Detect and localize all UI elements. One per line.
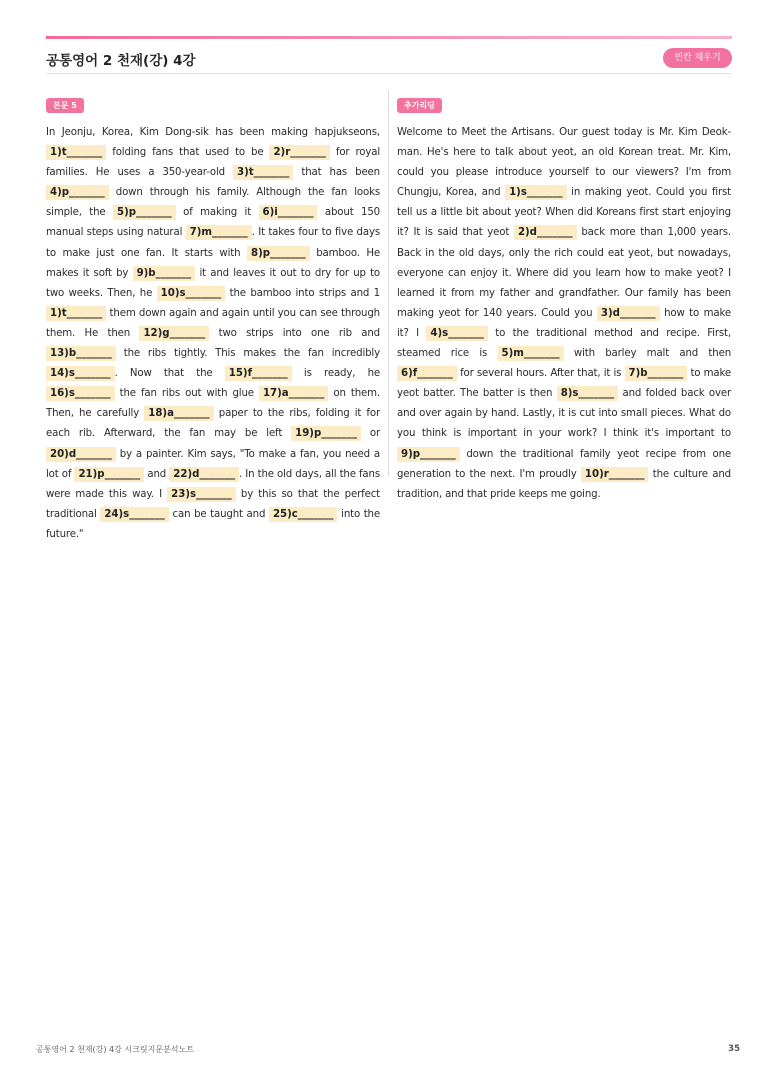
passage-text-segment: for several hours. After that, it is — [456, 368, 625, 380]
page-number: 35 — [728, 1044, 740, 1054]
passage-text-segment: paper to the ribs, folding it for each rib. Afterward, the fan may be left — [46, 408, 380, 440]
blank-answer-field[interactable]: 16)s_______ — [46, 386, 115, 401]
passage-text-segment: and folded back over and over again by hand. Lastly, it is cut into small pieces. What do you think is important in your work? I think it's important to — [397, 388, 732, 440]
header-accent-bar — [46, 36, 732, 39]
blank-answer-field[interactable]: 10)s_______ — [157, 286, 226, 301]
blank-answer-field[interactable]: 18)a_______ — [144, 406, 213, 421]
blank-answer-field[interactable]: 6)i_______ — [259, 205, 318, 220]
blank-answer-field[interactable]: 5)p_______ — [113, 205, 176, 220]
passage-text-segment: is ready, he — [291, 368, 380, 380]
passage-text-segment: by a painter. Kim says, "To make a fan, you need a lot of — [46, 448, 380, 480]
passage-column-main — [46, 93, 380, 545]
passage-text-segment: and — [144, 468, 170, 480]
passage-text-segment: down the traditional family yeot recipe from one generation to the next. I'm proudly — [397, 448, 731, 480]
blank-answer-field[interactable]: 8)p_______ — [247, 246, 310, 261]
footer-book-title: 공통영어 2 천재(강) 4강 시크릿지문분석노트 — [36, 1045, 194, 1054]
blank-answer-field[interactable]: 21)p_______ — [74, 467, 144, 482]
passage-text-segment: about 150 manual steps using natural — [46, 207, 380, 239]
blank-answer-field[interactable]: 12)g_______ — [139, 326, 209, 341]
blank-answer-field[interactable]: 9)p_______ — [397, 447, 460, 462]
passage-text-segment: or — [360, 428, 380, 440]
column-divider — [388, 90, 389, 476]
passage-text-segment: on them. Then, he carefully — [46, 388, 380, 420]
passage-text-segment: bamboo. He makes it soft by — [46, 247, 380, 279]
blank-answer-field[interactable]: 20)d_______ — [46, 447, 116, 462]
header-divider — [46, 73, 732, 74]
passage-text-segment: in making yeot. Could you first tell us a little bit about yeot? When did Koreans first start enjoying it? It is said that yeot — [397, 187, 731, 239]
passage-text-segment: can be taught and — [168, 508, 269, 520]
passage-extra-text — [397, 123, 731, 505]
blank-answer-field[interactable]: 4)s_______ — [426, 326, 487, 341]
passage-text-segment: back more than 1,000 years. Back in the old days, only the rich could eat yeot, but nowadays, everyone can enjoy it. Where did you learn how to make yeot? I learned it from my father and grandfather. Our family has been making yeot for 140 years. Could you — [397, 227, 732, 319]
passage-text-segment: by this so that the perfect traditional — [46, 488, 381, 520]
blank-answer-field[interactable]: 17)a_______ — [259, 386, 328, 401]
blank-answer-field[interactable]: 7)m_______ — [186, 225, 252, 240]
passage-text-segment: for royal families. He uses a 350-year-old — [46, 147, 380, 179]
passage-text-segment: . In the old days, all the fans were made this way. I — [46, 468, 380, 500]
blank-answer-field[interactable]: 5)m_______ — [498, 346, 564, 361]
blank-answer-field[interactable]: 10)r_______ — [581, 467, 649, 482]
passage-text-segment: into the future." — [46, 508, 380, 540]
passage-text-segment: the ribs tightly. This makes the fan incredibly — [115, 348, 380, 360]
passage-text-segment: down through his family. Although the fan looks simple, the — [46, 187, 380, 219]
blank-answer-field[interactable]: 24)s_______ — [100, 507, 169, 522]
passage-text-segment: how to make it? I — [397, 307, 731, 339]
passage-text-segment: the bamboo into strips and 1 — [225, 287, 380, 299]
blank-answer-field[interactable]: 9)b_______ — [133, 266, 196, 281]
passage-text-segment: the fan ribs out with glue — [114, 388, 259, 400]
blank-answer-field[interactable]: 4)p_______ — [46, 185, 109, 200]
passage-text-segment: . Now that the — [114, 368, 225, 380]
page-title: 공통영어 2 천재(강) 4강 — [46, 53, 196, 69]
blank-answer-field[interactable]: 3)d_______ — [597, 306, 660, 321]
blank-answer-field[interactable]: 22)d_______ — [169, 467, 239, 482]
blank-answer-field[interactable]: 7)b_______ — [625, 366, 688, 381]
blank-answer-field[interactable]: 2)r_______ — [269, 145, 329, 160]
blank-answer-field[interactable]: 6)f_______ — [397, 366, 457, 381]
passage-text-segment: In Jeonju, Korea, Kim Dong-sik has been making hapjukseons, — [46, 127, 380, 138]
blank-answer-field[interactable]: 8)s_______ — [557, 386, 618, 401]
blank-answer-field[interactable]: 14)s_______ — [46, 366, 115, 381]
blank-answer-field[interactable]: 1)s_______ — [505, 185, 566, 200]
blank-answer-field[interactable]: 3)t_______ — [233, 165, 293, 180]
blank-answer-field[interactable]: 23)s_______ — [167, 487, 236, 502]
passage-text-segment: that has been — [293, 167, 380, 179]
passage-text-segment: to make yeot batter. The batter is then — [397, 368, 731, 400]
blank-answer-field[interactable]: 19)p_______ — [291, 426, 361, 441]
passage-text-segment: of making it — [175, 207, 259, 219]
section-tag-main: 본문 5 — [46, 98, 84, 113]
blank-answer-field[interactable]: 15)f_______ — [225, 366, 292, 381]
fill-blanks-button[interactable]: 빈칸 채우기 — [663, 48, 732, 68]
section-tag-extra: 추가리딩 — [397, 98, 442, 113]
blank-answer-field[interactable]: 13)b_______ — [46, 346, 116, 361]
passage-text-segment: the culture and tradition, and that pride keeps me going. — [397, 468, 731, 500]
passage-text-segment: two strips into one rib and — [209, 327, 380, 339]
passage-text-segment: . It takes four to five days to make just one fan. It starts with — [46, 227, 380, 259]
blank-answer-field[interactable]: 2)d_______ — [514, 225, 577, 240]
blank-answer-field[interactable]: 1)t_______ — [46, 145, 106, 160]
blank-answer-field[interactable]: 1)t_______ — [46, 306, 106, 321]
passage-text-segment: them down again and again until you can see through them. He then — [46, 307, 380, 339]
passage-text-segment: folding fans that used to be — [106, 147, 270, 159]
passage-column-extra — [397, 93, 731, 505]
passage-text-segment: to the traditional method and recipe. First, steamed rice is — [397, 327, 731, 360]
passage-text-segment: Welcome to Meet the Artisans. Our guest today is Mr. Kim Deok-man. He's here to talk about yeot, an old Korean treat. Mr. Kim, could you please introduce yourself to our viewers? I'm from Chungju, Korea, and — [397, 127, 731, 199]
passage-text-segment: it and leaves it out to dry for up to two weeks. Then, he — [46, 267, 380, 299]
blank-answer-field[interactable]: 25)c_______ — [269, 507, 338, 522]
passage-main-text — [46, 123, 380, 545]
passage-text-segment: with barley malt and then — [563, 348, 732, 360]
